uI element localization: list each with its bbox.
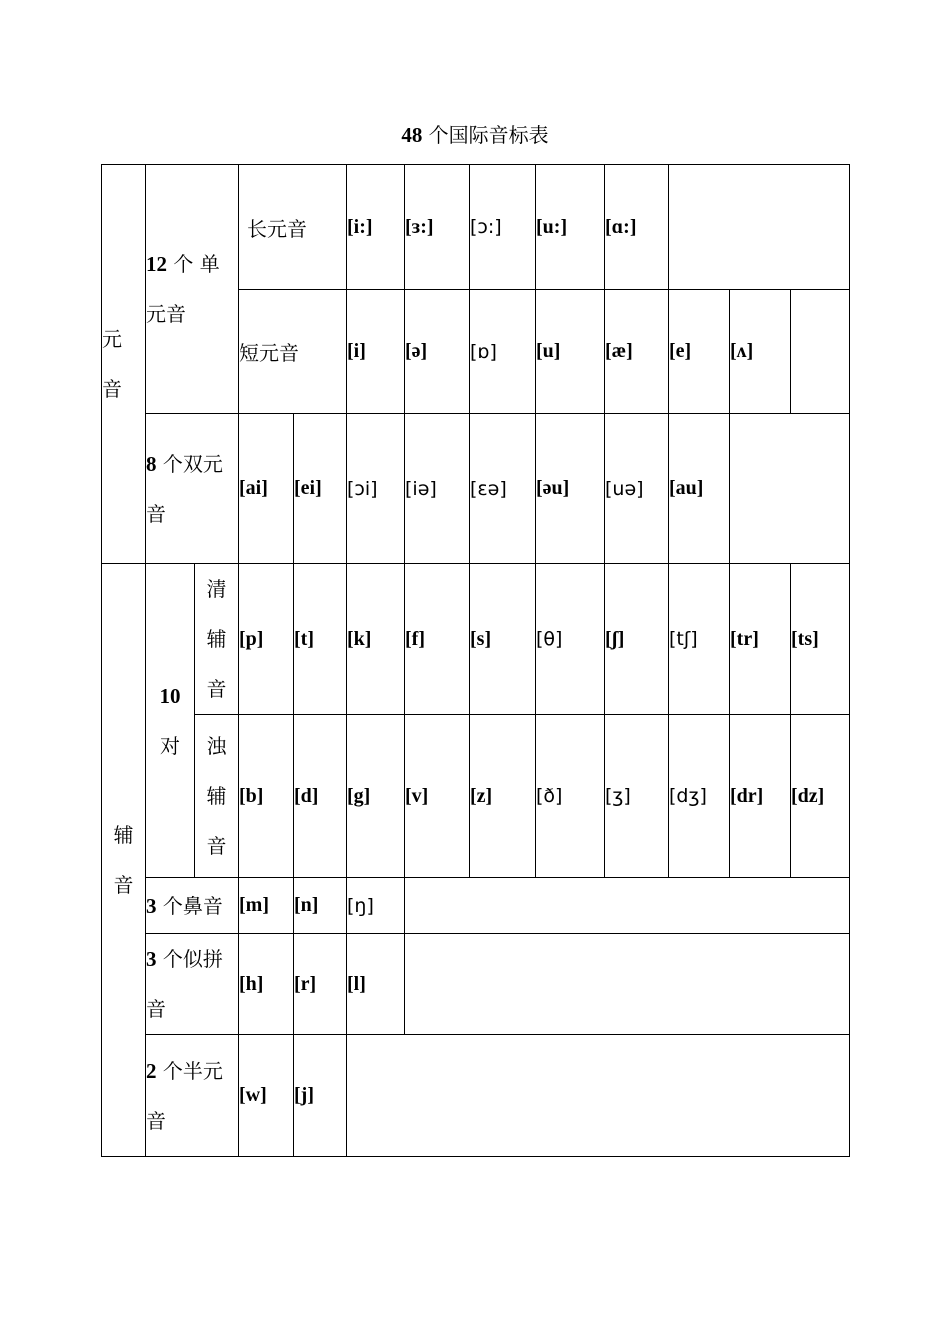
nasal-row bbox=[102, 878, 850, 934]
nasal-label: 3 个鼻音 bbox=[146, 878, 239, 934]
ipa-symbol: [e] bbox=[669, 290, 730, 414]
long-vowel-row bbox=[102, 165, 850, 290]
ipa-symbol: [ei] bbox=[294, 414, 347, 564]
title-text: 个国际音标表 bbox=[422, 123, 549, 147]
ipa-symbol: [au] bbox=[669, 414, 730, 564]
long-vowel-label: 长元音 bbox=[239, 165, 347, 290]
ipa-symbol: [g] bbox=[347, 715, 405, 878]
voiced-label: 浊 辅 音 bbox=[195, 715, 239, 878]
ipa-table bbox=[101, 164, 850, 1157]
ipa-symbol: [ŋ] bbox=[347, 878, 405, 934]
ipa-symbol: [ts] bbox=[791, 564, 850, 715]
empty-cell bbox=[347, 1035, 850, 1157]
ipa-symbol: [m] bbox=[239, 878, 294, 934]
ipa-symbol: [uə] bbox=[605, 414, 669, 564]
ipa-symbol: [z] bbox=[470, 715, 536, 878]
ipa-symbol: [i:] bbox=[347, 165, 405, 290]
empty-cell bbox=[669, 165, 850, 290]
ipa-symbol: [ai] bbox=[239, 414, 294, 564]
ipa-symbol: [θ] bbox=[536, 564, 605, 715]
ipa-symbol: [u] bbox=[536, 290, 605, 414]
ipa-symbol: [ð] bbox=[536, 715, 605, 878]
empty-cell bbox=[791, 290, 850, 414]
ipa-symbol: [l] bbox=[347, 934, 405, 1035]
empty-cell bbox=[405, 878, 850, 934]
semivowel-label: 2 个半元 音 bbox=[146, 1035, 239, 1157]
ipa-symbol: [f] bbox=[405, 564, 470, 715]
ipa-symbol: [dz] bbox=[791, 715, 850, 878]
pinyin-like-label: 3 个似拼 音 bbox=[146, 934, 239, 1035]
ipa-symbol: [tr] bbox=[730, 564, 791, 715]
pinyin-like-row bbox=[102, 934, 850, 1035]
ipa-symbol: [h] bbox=[239, 934, 294, 1035]
consonant-group-label: 辅 音 bbox=[102, 564, 146, 1157]
ipa-symbol: [p] bbox=[239, 564, 294, 715]
ipa-symbol: [tʃ] bbox=[669, 564, 730, 715]
ipa-symbol: [ɛə] bbox=[470, 414, 536, 564]
empty-cell bbox=[730, 414, 850, 564]
diphthong-label: 8 个双元 音 bbox=[146, 414, 239, 564]
ipa-symbol: [s] bbox=[470, 564, 536, 715]
ipa-symbol: [t] bbox=[294, 564, 347, 715]
ipa-symbol: [dʒ] bbox=[669, 715, 730, 878]
voiceless-consonant-row bbox=[102, 564, 850, 715]
voiceless-label: 清 辅 音 bbox=[195, 564, 239, 715]
ipa-symbol: [w] bbox=[239, 1035, 294, 1157]
pairs-label: 10 对 bbox=[146, 564, 195, 878]
monophthong-label: 12 个 单 元音 bbox=[146, 165, 239, 414]
ipa-symbol: [æ] bbox=[605, 290, 669, 414]
ipa-symbol: [d] bbox=[294, 715, 347, 878]
ipa-symbol: [b] bbox=[239, 715, 294, 878]
ipa-symbol: [ʃ] bbox=[605, 564, 669, 715]
diphthong-row bbox=[102, 414, 850, 564]
vowel-group-label: 元 音 bbox=[102, 165, 146, 564]
ipa-symbol: [ɔ:] bbox=[470, 165, 536, 290]
semivowel-row bbox=[102, 1035, 850, 1157]
ipa-symbol: [i] bbox=[347, 290, 405, 414]
ipa-symbol: [ɜ:] bbox=[405, 165, 470, 290]
ipa-symbol: [j] bbox=[294, 1035, 347, 1157]
ipa-symbol: [u:] bbox=[536, 165, 605, 290]
ipa-symbol: [r] bbox=[294, 934, 347, 1035]
ipa-symbol: [v] bbox=[405, 715, 470, 878]
ipa-symbol: [ɔi] bbox=[347, 414, 405, 564]
short-vowel-label: 短元音 bbox=[239, 290, 347, 414]
ipa-symbol: [ɒ] bbox=[470, 290, 536, 414]
ipa-symbol: [dr] bbox=[730, 715, 791, 878]
ipa-symbol: [k] bbox=[347, 564, 405, 715]
ipa-symbol: [ʌ] bbox=[730, 290, 791, 414]
title-number: 48 bbox=[401, 123, 423, 147]
ipa-symbol: [iə] bbox=[405, 414, 470, 564]
ipa-symbol: [ɑ:] bbox=[605, 165, 669, 290]
ipa-symbol: [əu] bbox=[536, 414, 605, 564]
page-title bbox=[0, 120, 950, 150]
ipa-symbol: [ʒ] bbox=[605, 715, 669, 878]
empty-cell bbox=[405, 934, 850, 1035]
ipa-symbol: [n] bbox=[294, 878, 347, 934]
voiced-consonant-row bbox=[102, 715, 850, 878]
ipa-symbol: [ə] bbox=[405, 290, 470, 414]
